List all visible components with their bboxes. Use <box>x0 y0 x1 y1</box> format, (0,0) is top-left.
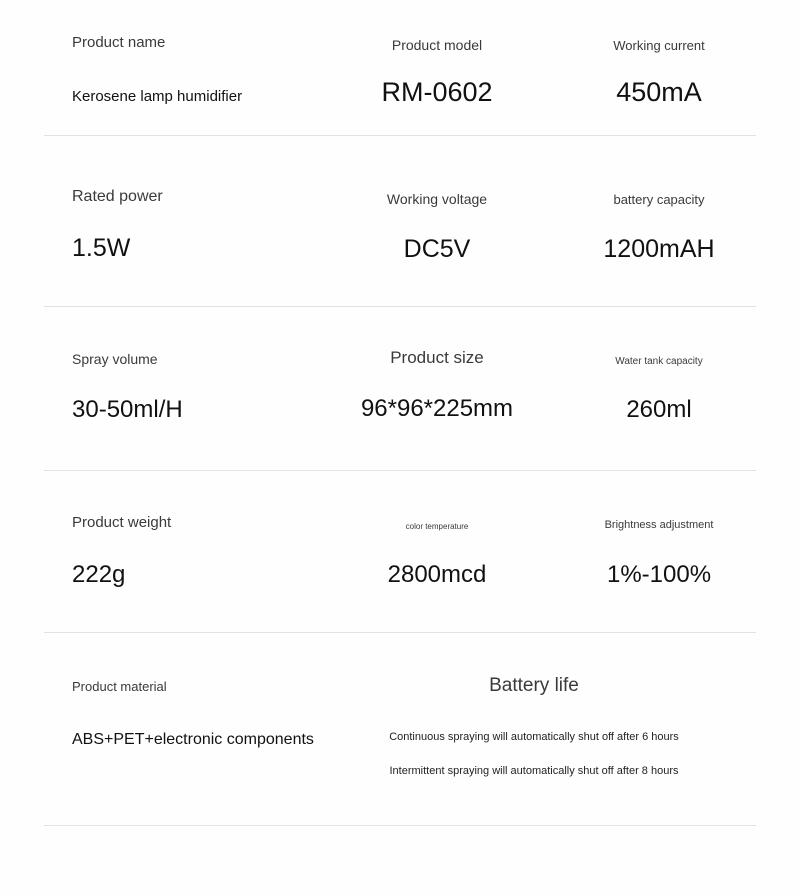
spec-label: Brightness adjustment <box>604 519 714 531</box>
spec-cell-product-weight <box>44 514 312 632</box>
spec-value: DC5V <box>403 235 471 263</box>
spec-value: RM-0602 <box>381 77 493 107</box>
spec-cell-working-current <box>562 34 756 135</box>
spec-label: Water tank capacity <box>615 356 703 367</box>
spec-row <box>44 307 756 470</box>
spec-label: color temperature <box>405 522 469 531</box>
spec-cell-working-voltage <box>312 188 562 306</box>
battery-life-note-continuous: Continuous spraying will automatically shut off after 6 hours <box>389 731 679 743</box>
spec-cell-product-material <box>44 679 312 825</box>
spec-label: Product size <box>390 348 484 367</box>
spec-row <box>44 471 756 632</box>
spec-value: 260ml <box>626 396 692 423</box>
spec-label: Spray volume <box>72 351 158 367</box>
spec-cell-product-size <box>312 348 562 470</box>
spec-cell-brightness-adjustment <box>562 514 756 632</box>
spec-row <box>44 633 756 825</box>
spec-value: Kerosene lamp humidifier <box>72 88 243 105</box>
spec-label: Working voltage <box>386 191 488 207</box>
spec-value: 96*96*225mm <box>360 395 514 422</box>
spec-cell-water-tank-capacity <box>562 351 756 470</box>
spec-value: 1%-100% <box>606 561 712 588</box>
spec-value: 222g <box>72 561 126 588</box>
spec-cell-spray-volume <box>44 351 312 470</box>
spec-label: Product material <box>72 679 167 694</box>
spec-label: battery capacity <box>613 192 705 207</box>
battery-life-note-intermittent: Intermittent spraying will automatically shut off after 8 hours <box>389 765 679 777</box>
spec-cell-product-model <box>312 34 562 135</box>
spec-label: Rated power <box>72 188 163 205</box>
spec-value: 1.5W <box>72 234 131 262</box>
spec-row <box>44 0 756 135</box>
spec-cell-product-name <box>44 34 312 135</box>
spec-value: 1200mAH <box>603 235 715 263</box>
spec-value: ABS+PET+electronic components <box>72 731 314 748</box>
spec-label: Product model <box>391 37 483 53</box>
spec-label: Working current <box>613 38 705 53</box>
spec-cell-color-temperature <box>312 514 562 632</box>
spec-row <box>44 136 756 306</box>
spec-cell-battery-capacity <box>562 188 756 306</box>
spec-label: Battery life <box>489 675 579 696</box>
spec-cell-rated-power <box>44 188 312 306</box>
spec-value: 30-50ml/H <box>72 396 183 423</box>
spec-label: Product weight <box>72 514 172 531</box>
row-divider <box>44 825 756 826</box>
spec-value: 2800mcd <box>387 561 487 588</box>
spec-label: Product name <box>72 34 166 51</box>
spec-cell-battery-life <box>312 675 756 825</box>
spec-value: 450mA <box>616 77 702 107</box>
